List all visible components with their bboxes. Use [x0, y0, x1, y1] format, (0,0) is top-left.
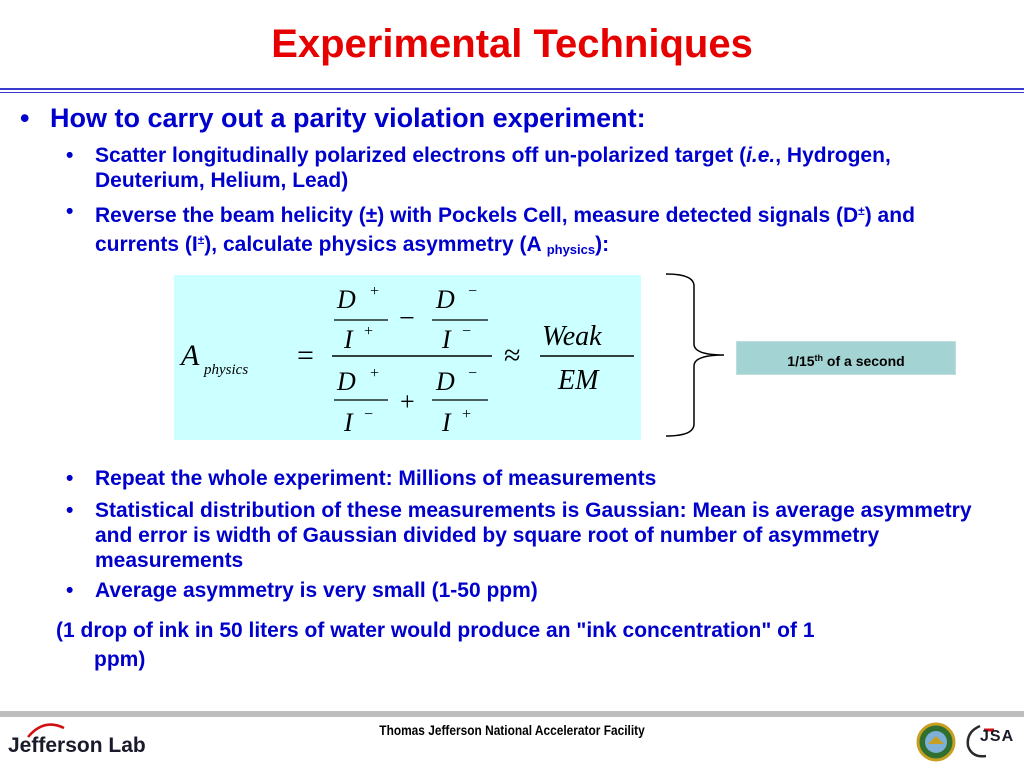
num-d-minus: D: [436, 285, 455, 314]
jsa-logo: JSA: [962, 720, 1022, 769]
bullet-icon: •: [66, 144, 74, 167]
den-d-plus: D: [337, 367, 356, 396]
main-bullet-text: How to carry out a parity violation experiment:: [50, 103, 646, 133]
den-i-minus: I: [344, 408, 353, 437]
bullet-icon: •: [66, 499, 74, 522]
formula-lhs: A: [181, 339, 200, 372]
title-divider: [0, 88, 1024, 90]
sub-bullet-text: Repeat the whole experiment: Millions of measurements: [95, 467, 657, 490]
den-i-minus-sign: −: [364, 406, 374, 423]
ink-analogy-note: (1 drop of ink in 50 liters of water would produce an "ink concentration" of 1 ppm): [56, 619, 815, 671]
formula-lhs-subscript: physics: [204, 362, 249, 378]
num-d-minus-sign: −: [468, 283, 478, 300]
bullet-icon: •: [66, 200, 74, 223]
num-i-plus: I: [344, 325, 353, 354]
sub-bullet-text: Scatter longitudinally polarized electrons off un-polarized target (i.e., Hydrogen, Deuterium, Helium, Lead): [95, 144, 891, 192]
formula-approx: ≈: [504, 339, 521, 372]
asymmetry-formula: [174, 275, 641, 440]
num-i-minus: I: [442, 325, 451, 354]
timing-callout: 1/15th of a second: [736, 341, 956, 375]
sub-bullet-text: Reverse the beam helicity (±) with Pockels Cell, measure detected signals (D±) and currents (I±), calculate physics asymmetry (A $_{physics}$):: [95, 204, 915, 257]
bullet-icon: •: [66, 579, 74, 602]
formula-equals: =: [297, 339, 314, 372]
den-plus-op: +: [400, 387, 415, 416]
den-i-plus-sign: +: [462, 406, 472, 423]
num-d-plus-sign: +: [370, 283, 380, 300]
num-i-minus-sign: −: [462, 323, 472, 340]
den-d-plus-sign: +: [370, 365, 380, 382]
den-d-minus-sign: −: [468, 365, 478, 382]
num-minus-op: −: [399, 303, 415, 334]
footer-bar: [0, 711, 1024, 717]
den-i-plus: I: [442, 408, 451, 437]
slide-title: Experimental Techniques: [271, 22, 753, 66]
title-divider-thin: [0, 92, 1024, 93]
bullet-icon: •: [66, 467, 74, 490]
sub-bullet-text: Average asymmetry is very small (1-50 ppm): [95, 579, 538, 602]
formula-em: EM: [558, 365, 599, 396]
den-d-minus: D: [436, 367, 455, 396]
formula-weak: Weak: [542, 321, 602, 352]
doe-seal-icon: [916, 722, 956, 762]
bullet-icon: •: [20, 103, 30, 133]
num-i-plus-sign: +: [364, 323, 374, 340]
right-brace-icon: [664, 272, 736, 442]
sub-bullet-text: Statistical distribution of these measurements is Gaussian: Mean is average asymmetry and error is width of Gaussian divided by square root of number of asymmetry measurements: [95, 499, 972, 572]
footer-org-name: Thomas Jefferson National Accelerator Facility: [379, 722, 645, 738]
num-d-plus: D: [337, 285, 356, 314]
